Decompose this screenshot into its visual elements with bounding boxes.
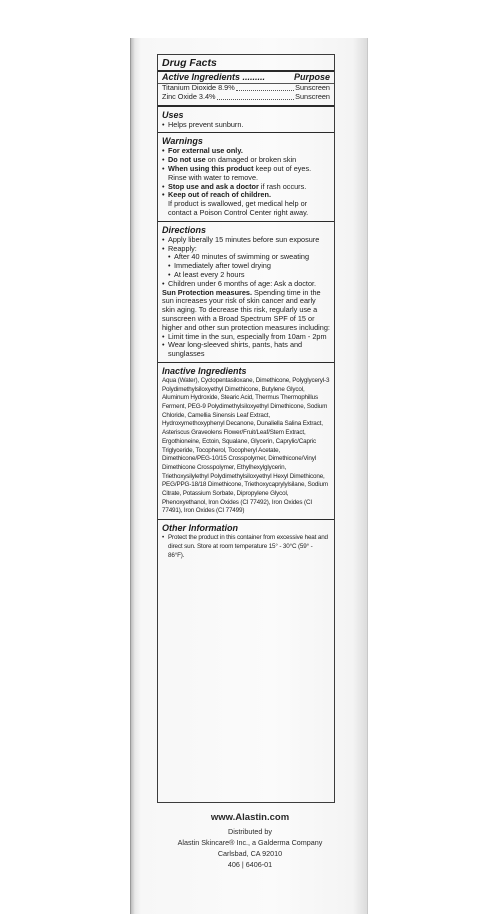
- warning-swallowed-text: If product is swallowed, get medical help or contact a Poison Control Center right away.: [168, 199, 309, 217]
- inactive-ingredients-section: [161, 363, 331, 519]
- drug-facts-panel: [157, 54, 335, 803]
- warning-bold-text: Do not use: [168, 155, 206, 165]
- warning-text: keep out of eyes. Rinse with water to remove.: [168, 163, 312, 182]
- city-text: Carlsbad, CA 92010: [217, 849, 283, 858]
- warning-text: on damaged or broken skin: [205, 155, 297, 165]
- reapply-item: • At least every 2 hours: [162, 271, 330, 280]
- sun-protection-item: • Limit time in the sun, especially from 10am - 2pm: [162, 333, 330, 342]
- directions-title: Directions: [162, 224, 207, 235]
- active-ingredients-header: [161, 72, 331, 83]
- uses-title: Uses: [162, 109, 184, 120]
- active-ingredient-purpose: Sunscreen: [295, 83, 330, 92]
- product-code-text: 406 | 6406-01: [227, 860, 273, 869]
- sun-protection-bold: Sun Protection measures.: [162, 287, 253, 297]
- active-ingredient-name: Titanium Dioxide 8.9%: [162, 83, 235, 92]
- warning-text: if rash occurs.: [258, 181, 307, 191]
- warnings-title: Warnings: [162, 136, 203, 147]
- other-information-section: [161, 520, 331, 563]
- distributed-by-text: Distributed by: [228, 827, 272, 836]
- direction-children: • Children under 6 months of age: Ask a doctor.: [162, 280, 330, 289]
- warning-when-using: [162, 165, 330, 183]
- warning-bold-text: Stop use and ask a doctor: [168, 181, 259, 191]
- distributor-block: [147, 826, 353, 870]
- direction-reapply: • Reapply:: [162, 245, 330, 254]
- leader-dots: [217, 99, 295, 100]
- reapply-item: • After 40 minutes of swimming or sweating: [162, 253, 330, 262]
- warning-keep-out: • Keep out of reach of children.: [162, 191, 330, 200]
- leader-dots: [236, 90, 294, 91]
- uses-item: • Helps prevent sunburn.: [162, 121, 330, 130]
- warning-bold-text: When using this product: [168, 163, 254, 173]
- warning-external: • For external use only.: [162, 147, 330, 156]
- purpose-label: Purpose: [293, 72, 330, 82]
- company-text: Alastin Skincare® Inc., a Galderma Company: [177, 838, 323, 847]
- sun-protection-text: [162, 289, 330, 333]
- direction-apply: • Apply liberally 15 minutes before sun exposure: [162, 236, 330, 245]
- warnings-section: [161, 133, 331, 220]
- active-ingredient-name: Zinc Oxide 3.4%: [162, 91, 216, 101]
- other-information-text: • Protect the product in this container from excessive heat and direct sun. Store at room temperature 15° - 30°C (59° - 86°F).: [162, 534, 330, 560]
- sun-protection-body: Spending time in the sun increases your risk of skin cancer and early skin aging. To decrease this risk, regularly use a sunscreen with a Broad Spectrum SPF of 15 or higher and other sun protection measures including:: [162, 287, 330, 332]
- inactive-ingredients-text: Aqua (Water), Cyclopentasiloxane, Dimethicone, Polyglyceryl-3 Polydimethylsiloxyethyl Dimethicone, Butylene Glycol, Aluminum Hydroxide, Stearic Acid, Thermus Thermophillus Ferment, PEG-9 Polydimethylsiloxyethyl Dimethicone, Sodium Chloride, Camellia Sinensis Leaf Extract, Hydroxymethoxyphenyl Decanone, Dunaliella Salina Extract, Asteriscus Graveolens Flower/Fruit/Leaf/Stem Extract, Ergothioneine, Ectoin, Squalane, Glycerin, Caprylic/Capric Triglyceride, Tocopherol, Tocopheryl Acetate, Dimethicone/PEG-10/15 Crosspolymer, Dimethicone/Vinyl Dimethicone Crosspolymer, Ethylhexylglycerin, Triethoxysilylethyl Polydimethylsiloxyethyl Hexyl Dimethicone, PEG/PPG-18/18 Dimethicone, Triethoxycaprylylsilane, Sodium Citrate, Potassium Sorbate, Dipropylene Glycol, Phenoxyethanol, Iron Oxides (CI 77492), Iron Oxides (CI 77491), Iron Oxides (CI 77499): [162, 376, 330, 515]
- active-ingredients-label: Active Ingredients .........: [162, 72, 266, 82]
- uses-section: [161, 107, 331, 133]
- sun-protection-item: • Wear long-sleeved shirts, pants, hats and sunglasses: [162, 341, 330, 359]
- active-ingredient-row: [161, 93, 331, 102]
- drug-facts-title: Drug Facts: [162, 57, 217, 69]
- reapply-item: • Immediately after towel drying: [162, 262, 330, 271]
- directions-section: [161, 222, 331, 362]
- website-text: www.Alastin.com: [210, 812, 290, 823]
- inactive-ingredients-title: Inactive Ingredients: [162, 365, 247, 376]
- active-ingredient-purpose: Sunscreen: [295, 91, 330, 101]
- other-information-title: Other Information: [162, 523, 238, 534]
